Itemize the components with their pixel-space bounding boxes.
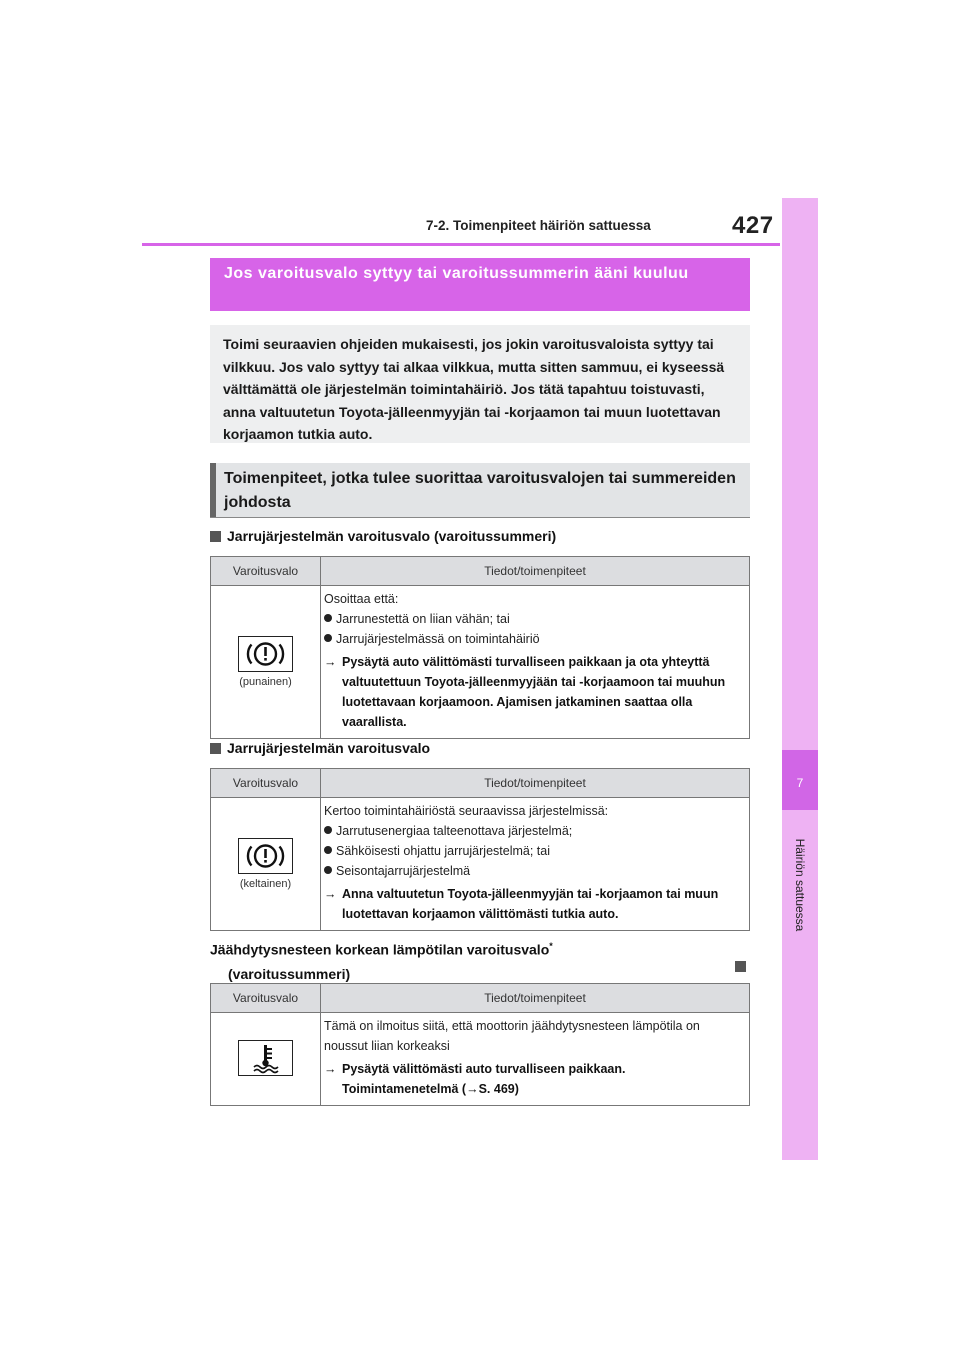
warning-table [210,768,750,931]
chapter-title-tab [783,820,817,950]
action-text: → Pysäytä välittömästi auto turvalliseen paikkaan. Toimintamenetelmä (→S. 469) [324,1059,743,1099]
chapter-number: 7 [796,776,804,790]
square-bullet-icon [735,961,746,972]
section-title: Jos varoitusvalo syttyy tai varoitussummerin ääni kuuluu [224,265,689,282]
action-text: → Pysäytä auto välittömästi turvalliseen paikkaan ja ota yhteyttä valtuutettuun Toyota-jälleenmyyjään tai -korjaamoon tai muuhun luotettavaan korjaamoon. Ajamisen jatkaminen saattaa olla vaarallista. [324,652,743,732]
table-row [211,798,750,931]
subheading-box [210,463,750,518]
column-header: Varoitusvalo [211,557,321,586]
table-header-row [211,769,750,798]
bullet-icon [324,866,332,874]
bullet-icon [324,634,332,642]
table-header-row [211,984,750,1013]
section-heading [210,934,750,986]
square-bullet-icon [210,743,221,754]
list-item: Seisontajarrujärjestelmä [324,861,743,881]
coolant-temperature-icon [238,1040,293,1076]
arrow-icon: → [324,655,337,669]
table-row [211,586,750,739]
table-header-row [211,557,750,586]
intro-text: Toimi seuraavien ohjeiden mukaisesti, jos jokin varoitusvaloista syttyy tai vilkkuu. Jos valo syttyy tai alkaa vilkkua, mutta sitten sammuu, ei kyseessä välttämättä ole järjestelmän toimintahäiriö. Jos tätä tapahtuu toistuvasti, anna valtuutetun Toyota-jälleenmyyjän tai -korjaamon tai muun luotettavan korjaamon tutkia auto. [223,336,725,442]
description-intro: Tämä on ilmoitus siitä, että moottorin jäähdytysnesteen lämpötila on noussut liian korkeaksi [324,1019,700,1053]
description-cell [321,586,750,739]
section-heading-line2: (varoitussummeri) [228,965,351,982]
arrow-icon: → [324,887,337,901]
header-divider [142,243,780,246]
column-header: Varoitusvalo [211,984,321,1013]
column-header: Tiedot/toimenpiteet [321,984,750,1013]
section-heading: Jarrujärjestelmän varoitusvalo (varoitussummeri) [210,528,556,544]
brake-warning-icon [238,636,293,672]
column-header: Tiedot/toimenpiteet [321,769,750,798]
bullet-icon [324,826,332,834]
column-header: Varoitusvalo [211,769,321,798]
action-text: → Anna valtuutetun Toyota-jälleenmyyjän tai -korjaamon tai muun luotettavan korjaamon välittömästi tutkia auto. [324,884,743,924]
table-row [211,1013,750,1106]
icon-cell [211,586,321,739]
page-number: 427 [732,212,774,239]
bullet-icon [324,846,332,854]
subheading-bar [210,463,216,517]
chapter-side-tab[interactable] [782,198,818,1160]
bullet-icon [324,614,332,622]
section-heading: Jarrujärjestelmän varoitusvalo [210,740,430,756]
footnote-mark: * [549,941,553,951]
icon-cell [211,798,321,931]
arrow-icon: → [324,1062,337,1076]
subheading-text: Toimenpiteet, jotka tulee suorittaa varoitusvalojen tai summereiden johdosta [224,470,736,511]
description-cell [321,1013,750,1106]
chapter-title: Häiriön sattuessa [793,838,807,932]
column-header: Tiedot/toimenpiteet [321,557,750,586]
warning-table [210,556,750,739]
warning-table [210,983,750,1106]
chapter-number-tab[interactable] [782,750,818,810]
icon-color-label: (punainen) [239,676,292,688]
intro-box [210,325,750,443]
list-item: Jarrujärjestelmässä on toimintahäiriö [324,629,743,649]
section-heading-line1: Jäähdytysnesteen korkean lämpötilan varoitusvalo* [210,941,553,958]
list-item: Jarrunestettä on liian vähän; tai [324,609,743,629]
section-title-box [210,258,750,311]
list-item: Jarrutusenergiaa talteenottava järjestelmä; [324,821,743,841]
icon-color-label: (keltainen) [239,878,292,890]
description-intro: Kertoo toimintahäiriöstä seuraavissa järjestelmissä: [324,804,609,818]
list-item: Sähköisesti ohjattu jarrujärjestelmä; tai [324,841,743,861]
square-bullet-icon [210,531,221,542]
description-intro: Osoittaa että: [324,592,399,606]
chapter-heading: 7-2. Toimenpiteet häiriön sattuessa [426,218,651,233]
icon-cell [211,1013,321,1106]
brake-warning-icon [238,838,293,874]
description-cell [321,798,750,931]
